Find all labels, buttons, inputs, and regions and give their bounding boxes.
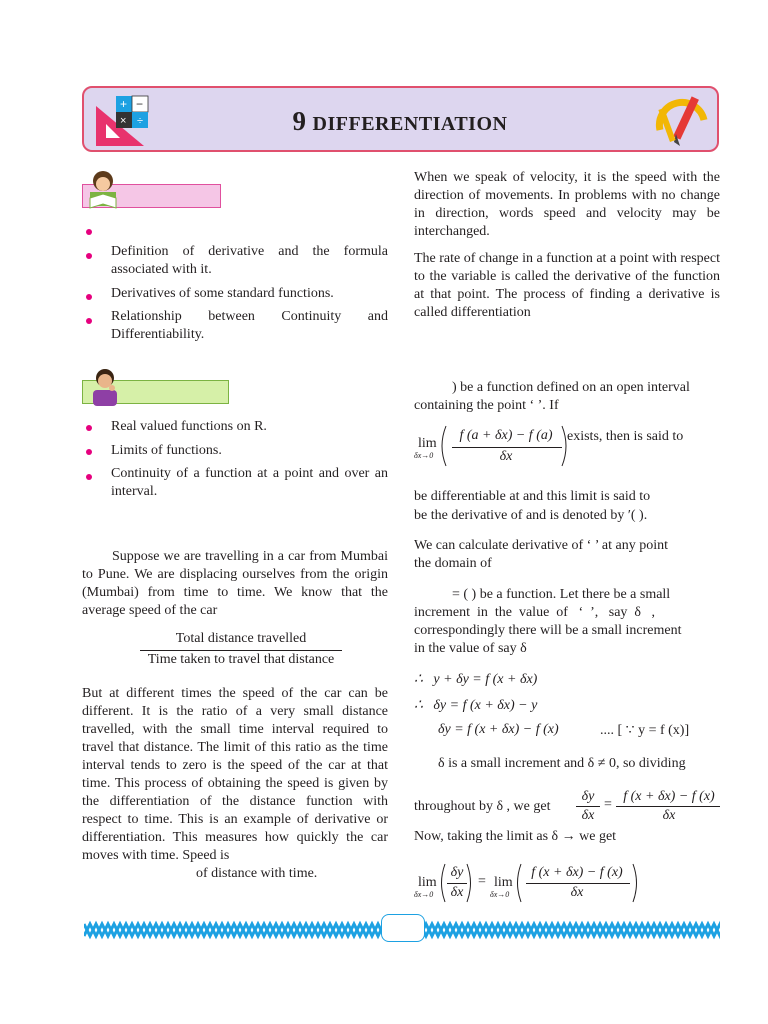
speed-paragraph-end: of distance with time.: [196, 866, 318, 881]
domain-text: the domain of: [414, 556, 492, 571]
chapter-title-text: DIFFERENTIATION: [312, 113, 508, 135]
bullet-dot: [86, 253, 92, 259]
taking-limit-text: Now, taking the limit as δ → we get: [414, 829, 617, 844]
fraction-line: [616, 806, 720, 807]
lim-label: lim: [494, 875, 513, 890]
lim-label: lim: [418, 436, 437, 451]
correspondingly-text: correspondingly there will be a small increment: [414, 623, 682, 638]
bullet-text: Derivatives of some standard functions.: [111, 286, 334, 301]
fraction-line: [140, 650, 342, 651]
equation-1: ∴ y + δy = f (x + δx): [414, 672, 538, 687]
bullet-dot: [86, 318, 92, 324]
dx-denominator: δx: [581, 808, 595, 823]
rhs-denominator: δx: [662, 808, 676, 823]
svg-text:÷: ÷: [137, 115, 144, 127]
fraction-line: [576, 806, 600, 807]
boy-thinking-icon: [88, 366, 122, 408]
lim-label: lim: [418, 875, 437, 890]
derivative-definition-paragraph: The rate of change in a function at a point with respect to the variable is called the derivative of the function at that point. The process of finding a derivative is called differentiation: [414, 251, 720, 320]
lim-subscript: δx→0: [414, 890, 434, 899]
bullet-dot: [86, 294, 92, 300]
calculate-text: We can calculate derivative of ‘ ’ at any point: [414, 538, 668, 553]
rhs-numerator: f (x + δx) − f (x): [623, 789, 715, 804]
bullet-text: Relationship between Continuity and Differentiability.: [111, 309, 388, 342]
intro-paragraph: Suppose we are travelling in a car from Mumbai to Pune. We are displacing ourselves from the origin (Mumbai) from time to time. We know that the average speed of the car: [82, 549, 388, 618]
fraction-line: [447, 883, 467, 884]
lim-rhs-denominator: δx: [570, 885, 584, 900]
bullet-dot: [86, 449, 92, 455]
lim-dy: δy: [450, 865, 464, 880]
bullet-text: Definition of derivative and the formula associated with it.: [111, 244, 388, 277]
equals-sign: =: [604, 797, 612, 812]
equation-2: ∴ δy = f (x + δx) − y: [414, 698, 538, 713]
chapter-title: [200, 106, 600, 137]
lim-subscript: δx→0: [414, 451, 434, 460]
lim-dx: δx: [450, 885, 464, 900]
lim-subscript: δx→0: [490, 890, 510, 899]
set-square-calculator-icon: [92, 92, 156, 150]
let-function-text: = ( ) be a function. Let there be a small: [452, 587, 671, 602]
bullet-text: Real valued functions on R.: [111, 419, 267, 434]
containing-point-text: containing the point ‘ ’. If: [414, 398, 559, 413]
page-number-box: [381, 914, 425, 942]
limit-numerator: f (a + δx) − f (a): [459, 428, 553, 443]
chapter-number: 9: [292, 106, 307, 136]
dy-numerator: δy: [581, 789, 595, 804]
equation-3-reason: .... [ ∵ y = f (x)]: [600, 723, 690, 738]
bullet-dot: [86, 425, 92, 431]
fraction-denominator: Time taken to travel that distance: [147, 652, 335, 667]
equals-sign: =: [478, 874, 486, 889]
svg-text:+: +: [120, 97, 128, 111]
fraction-numerator: Total distance travelled: [175, 631, 307, 646]
bullet-dot: [86, 474, 92, 480]
lim-rhs-numerator: f (x + δx) − f (x): [531, 865, 623, 880]
svg-text:−: −: [136, 97, 144, 111]
increment-text: increment in the value of ‘ ’, say δ ,: [414, 605, 656, 620]
small-increment-text: δ is a small increment and δ ≠ 0, so dividing: [438, 756, 686, 771]
fraction-line: [452, 447, 562, 448]
svg-text:×: ×: [120, 115, 127, 127]
bullet-text: Limits of functions.: [111, 443, 222, 458]
denoted-text: be the derivative of and is denoted by ′( ).: [414, 508, 648, 523]
speed-paragraph: But at different times the speed of the car can be different. It is the ratio of a very small distance travelled, with the small time interval required to travel that distance. The limit of this ratio as the time interval tends to zero is the speed of the car at that time. This process of obtaining the speed is given by the differentiation of the distance function with respect to time. This is an example of derivative or differentiation. This measures how quickly the car moves with time. Speed is: [82, 686, 388, 863]
dividing-text: throughout by δ , we get: [414, 799, 551, 814]
value-of-text: in the value of say δ: [414, 641, 527, 656]
function-defined-text: ) be a function defined on an open interval: [452, 380, 690, 395]
velocity-paragraph: When we speak of velocity, it is the speed with the direction of movements. In problems with no change in direction, words speed and velocity may be interchanged.: [414, 170, 720, 239]
bullet-dot: [86, 229, 92, 235]
limit-denominator: δx: [499, 449, 513, 464]
exists-text: exists, then is said to: [567, 429, 684, 444]
fraction-line: [526, 883, 630, 884]
bullet-text: Continuity of a function at a point and over an interval.: [111, 466, 388, 499]
girl-reading-icon: [84, 168, 122, 210]
equation-3: δy = f (x + δx) − f (x): [438, 722, 559, 737]
differentiable-text: be differentiable at and this limit is said to: [414, 489, 651, 504]
pencil-compass-icon: [654, 90, 712, 150]
